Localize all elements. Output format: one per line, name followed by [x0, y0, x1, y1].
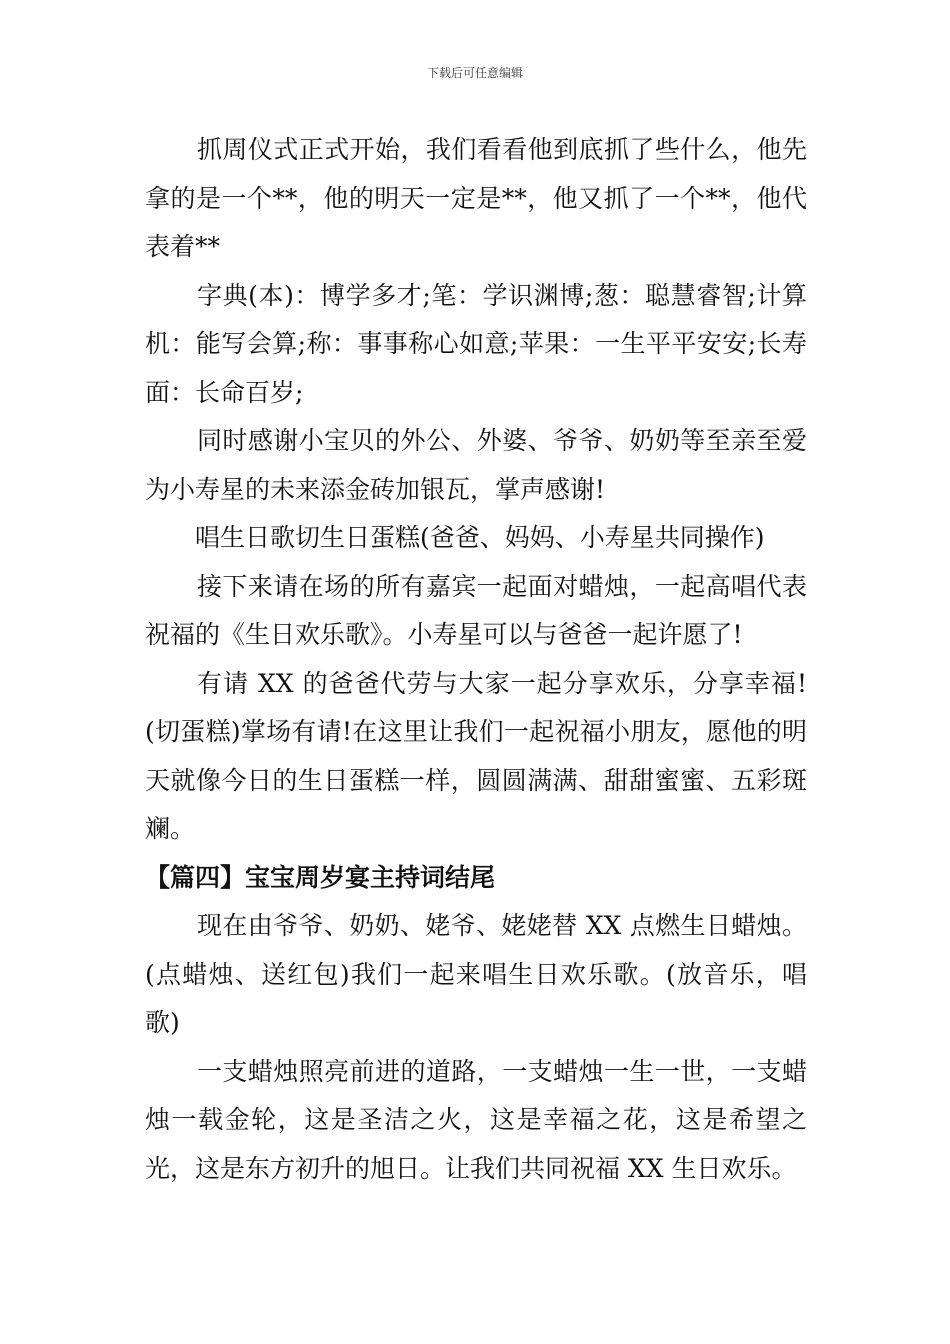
paragraph-cut-cake: 有请 XX 的爸爸代劳与大家一起分享欢乐，分享幸福!(切蛋糕)掌场有请!在这里让我们一起祝福小朋友，愿他的明天就像今日的生日蛋糕一样，圆圆满满、甜甜蜜蜜、五彩斑斓。 [145, 668, 807, 843]
page-header: 下载后可任意编辑 [426, 66, 523, 80]
document-body [145, 126, 807, 1193]
paragraph-zhuazhou-start: 抓周仪式正式开始，我们看看他到底抓了些什么，他先拿的是一个**，他的明天一定是**，他又抓了一个**，他代表着** [145, 135, 807, 261]
paragraph-candle-wish: 接下来请在场的所有嘉宾一起面对蜡烛，一起高唱代表祝福的《生日欢乐歌》。小寿星可以与爸爸一起许愿了! [145, 571, 807, 649]
paragraph-item-meanings: 字典(本)：博学多才;笔：学识渊博;葱：聪慧睿智;计算机：能写会算;称：事事称心如意;苹果：一生平平安安;长寿面：长命百岁; [145, 280, 807, 407]
paragraph-light-candles: 现在由爷爷、奶奶、姥爷、姥姥替 XX 点燃生日蜡烛。(点蜡烛、送红包)我们一起来唱生日欢乐歌。(放音乐，唱歌) [145, 911, 807, 1037]
section-heading: 【篇四】宝宝周岁宴主持词结尾 [145, 862, 496, 892]
paragraph-thanks-relatives: 同时感谢小宝贝的外公、外婆、爷爷、奶奶等至亲至爱为小寿星的未来添金砖加银瓦，掌声感谢! [145, 426, 807, 504]
paragraph-birthday-song-cake: 唱生日歌切生日蛋糕(爸爸、妈妈、小寿星共同操作) [195, 523, 765, 552]
paragraph-candle-blessing: 一支蜡烛照亮前进的道路，一支蜡烛一生一世，一支蜡烛一载金轮，这是圣洁之火，这是幸福之花，这是希望之光，这是东方初升的旭日。让我们共同祝福 XX 生日欢乐。 [145, 1056, 807, 1183]
